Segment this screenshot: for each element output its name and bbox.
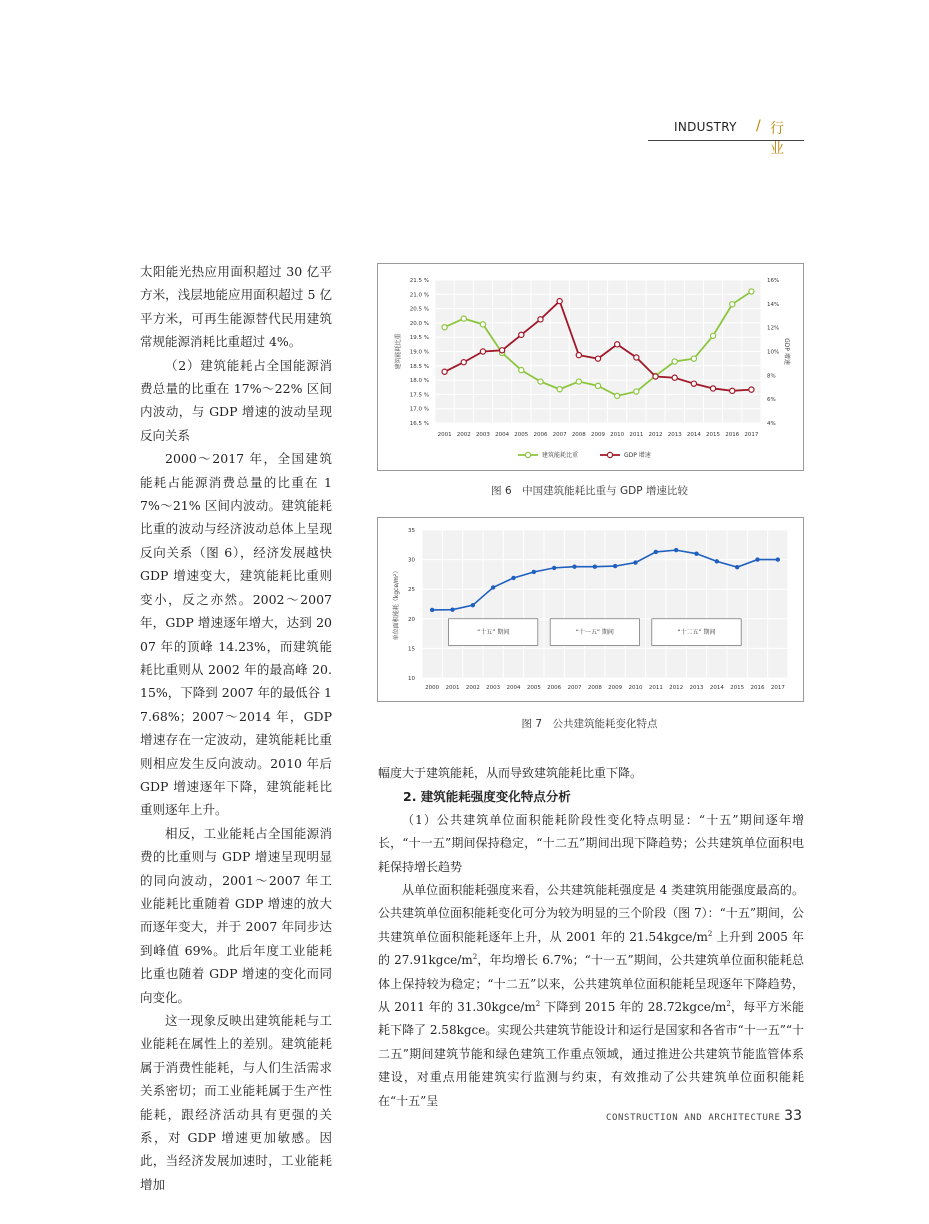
y-right-tick-label: 12%: [767, 325, 780, 332]
data-point: [691, 381, 696, 386]
y-right-tick-label: 4%: [767, 421, 776, 427]
figure-6-svg: [378, 264, 803, 470]
data-point: [552, 566, 556, 570]
data-point: [442, 369, 447, 374]
text-run: 上升到 2005 年的 27.91kgce/m: [378, 929, 804, 968]
y-tick-label: 20: [408, 616, 415, 623]
left-text-column: [140, 260, 332, 1196]
x-tick-label: 2003: [475, 432, 490, 438]
y-tick-label: 18.0 %: [409, 378, 429, 385]
x-tick-label: 2014: [709, 685, 724, 691]
data-point: [532, 570, 536, 574]
data-point: [461, 316, 466, 321]
legend-label: GDP 增速: [624, 452, 651, 459]
superscript: 2: [707, 929, 713, 938]
data-point: [480, 322, 485, 327]
y-tick-label: 20.5 %: [409, 306, 429, 313]
y-right-tick-label: 8%: [767, 373, 776, 380]
data-point: [633, 560, 637, 564]
bottom-text-block: [378, 762, 804, 1113]
data-point: [710, 333, 715, 338]
x-tick-label: 2009: [591, 432, 605, 438]
data-point: [595, 383, 600, 388]
paragraph: [378, 879, 804, 1113]
y-axis-label: 单位面积能耗（kgce/m²）: [393, 567, 400, 641]
y-right-tick-label: 6%: [767, 397, 776, 404]
data-point: [613, 564, 617, 568]
x-tick-label: 2008: [571, 432, 586, 438]
data-point: [634, 355, 639, 360]
data-point: [749, 387, 754, 392]
paragraph: 太阳能光热应用面积超过 30 亿平方米，浅层地能应用面积超过 5 亿平方米，可再生能源替代民用建筑常规能源消耗比重超过 4%。: [140, 264, 332, 350]
paragraph: 2000～2017 年，全国建筑能耗占能源消费总量的比重在 17%～21% 区间内波动。建筑能耗比重的波动与经济波动总体上呈现反向关系（图 6），经济发展越快 GDP 增速变大，建筑能耗比重则变小，反之亦然。2002～2007 年，GDP 增速逐年增大，达到 2007 年的顶峰 14.23%，而建筑能耗比重则从 2002 年的最高峰 20.15%，下降到 2007 年的最低谷 17.68%；2007～2014 年，GDP 增速存在一定波动，建筑能耗比重则相应发生反向波动。2010 年后 GDP 增速逐年下降，建筑能耗比重则逐年上升。: [140, 451, 332, 818]
data-point: [634, 389, 639, 394]
y-right-tick-label: 14%: [767, 301, 780, 308]
data-point: [557, 298, 562, 303]
y-right-tick-label: 16%: [767, 278, 780, 284]
text-run: ，年均增长 6.7%；“十一五”期间，公共建筑单位面积能耗总体上保持较为稳定；“十二五”以来，公共建筑单位面积能耗呈现逐年下降趋势，从 2011 年的 31.30kgce/m: [378, 953, 804, 1015]
x-tick-label: 2012: [669, 685, 684, 691]
x-tick-label: 2001: [437, 432, 452, 438]
x-tick-label: 2017: [744, 432, 759, 438]
section-heading: 2. 建筑能耗强度变化特点分析: [403, 789, 571, 805]
y-tick-label: 10: [408, 676, 415, 682]
data-point: [576, 352, 581, 357]
text-run: 下降到 2015 年的 28.72kgce/m: [540, 1000, 727, 1015]
section-name-cn: 行业: [770, 121, 798, 157]
data-point: [776, 557, 780, 561]
data-point: [672, 375, 677, 380]
x-tick-label: 2006: [547, 685, 562, 691]
data-point: [576, 379, 581, 384]
data-point: [442, 325, 447, 330]
x-tick-label: 2001: [445, 685, 460, 691]
text-run: ，每平方米能耗下降了 2.58kgce。实现公共建筑节能设计和运行是国家和各省市“十一五”“十二五”期间建筑节能和绿色建筑工作重点领域，通过推进公共建筑节能监管体系建设，对重点用能建筑实行监测与约束，有效推动了公共建筑单位面积能耗在“十五”呈: [378, 1000, 804, 1108]
data-point: [730, 302, 735, 307]
data-point: [710, 386, 715, 391]
x-tick-label: 2012: [648, 432, 663, 438]
figure-7-svg: [378, 518, 803, 701]
data-point: [694, 551, 698, 555]
y-tick-label: 20.0 %: [409, 320, 429, 327]
data-point: [430, 608, 434, 612]
figure-6-caption: 图 6 中国建筑能耗比重与 GDP 增速比较: [491, 485, 688, 497]
y-tick-label: 17.0 %: [409, 406, 429, 413]
superscript: 2: [726, 1000, 731, 1009]
data-point: [749, 289, 754, 294]
x-tick-label: 2005: [514, 432, 529, 438]
x-tick-label: 2002: [456, 432, 471, 438]
section-divider: /: [756, 118, 762, 134]
x-tick-label: 2005: [526, 685, 541, 691]
x-tick-label: 2008: [587, 685, 602, 691]
data-point: [461, 360, 466, 365]
x-tick-label: 2009: [608, 685, 623, 691]
y-tick-label: 25: [408, 587, 415, 594]
data-point: [450, 607, 454, 611]
superscript: 2: [535, 1000, 541, 1009]
x-tick-label: 2015: [730, 685, 745, 691]
y-tick-label: 21.0 %: [409, 292, 429, 299]
paragraph-subheading: （2）建筑能耗占全国能源消费总量的比重在 17%～22% 区间内波动，与 GDP 增速的波动呈现反向关系: [140, 357, 332, 443]
section-name-en: INDUSTRY: [674, 120, 737, 134]
data-point: [471, 603, 475, 607]
y-axis-label: 建筑能耗比重: [395, 333, 402, 370]
data-point: [653, 374, 658, 379]
x-tick-label: 2011: [629, 432, 644, 438]
legend-marker: [607, 452, 612, 457]
x-tick-label: 2014: [686, 432, 701, 438]
y-tick-label: 18.5 %: [409, 363, 429, 370]
period-annotation-label: “十二五” 期间: [677, 629, 716, 637]
section-header: [648, 118, 804, 157]
period-annotation-label: “十五” 期间: [477, 629, 510, 637]
data-point: [519, 332, 524, 337]
x-tick-label: 2011: [648, 685, 663, 691]
data-point: [538, 317, 543, 322]
y-tick-label: 35: [408, 528, 415, 534]
data-point: [654, 550, 658, 554]
x-tick-label: 2016: [750, 685, 765, 691]
x-tick-label: 2007: [552, 432, 567, 438]
text-run: 从单位面积能耗强度来看，公共建筑能耗强度是 4 类建筑用能强度最高的。公共建筑单位面积能耗变化可分为较为明显的三个阶段（图 7）：“十五”期间，公共建筑单位面积能耗逐年上升，从 2001 年的 21.54kgce/m: [378, 883, 804, 944]
x-tick-label: 2000: [425, 685, 440, 691]
x-tick-label: 2015: [706, 432, 721, 438]
y-tick-label: 15: [408, 646, 415, 653]
data-point: [572, 565, 576, 569]
data-point: [491, 585, 495, 589]
figure-7-chart: [377, 517, 804, 702]
data-point: [730, 388, 735, 393]
y-tick-label: 19.0 %: [409, 349, 429, 356]
paragraph: 相反，工业能耗占全国能源消费的比重则与 GDP 增速呈现明显的同向波动，2001～2007 年工业能耗比重随着 GDP 增速的放大而逐年变大，并于 2007 年同步达到峰值 69%。此后年度工业能耗比重也随着 GDP 增速的变化而同向变化。: [140, 825, 332, 1005]
data-point: [511, 576, 515, 580]
paragraph: 这一现象反映出建筑能耗与工业能耗在属性上的差别。建筑能耗属于消费性能耗，与人们生活需求关系密切；而工业能耗属于生产性能耗，跟经济活动具有更强的关系，对 GDP 增速更加敏感。因此，当经济发展加速时，工业能耗增加: [140, 1013, 332, 1192]
data-point: [595, 356, 600, 361]
x-tick-label: 2006: [533, 432, 548, 438]
period-annotation-label: “十一五” 期间: [575, 629, 614, 637]
data-point: [500, 348, 505, 353]
data-point: [519, 367, 524, 372]
x-tick-label: 2017: [770, 685, 785, 691]
y-tick-label: 17.5 %: [409, 392, 429, 399]
data-point: [672, 359, 677, 364]
y-tick-label: 19.5 %: [409, 335, 429, 342]
y-right-tick-label: 10%: [767, 349, 780, 356]
page-number: 33: [784, 1108, 802, 1124]
x-tick-label: 2013: [689, 685, 704, 691]
data-point: [557, 387, 562, 392]
superscript: 2: [472, 953, 478, 962]
figure-7-caption: 图 7 公共建筑能耗变化特点: [521, 718, 658, 730]
figure-6-chart: [377, 263, 804, 471]
y-tick-label: 21.5 %: [409, 278, 429, 284]
data-point: [674, 548, 678, 552]
x-tick-label: 2007: [567, 685, 582, 691]
journal-name: CONSTRUCTION AND ARCHITECTURE: [606, 1113, 781, 1123]
x-tick-label: 2004: [506, 685, 521, 691]
x-tick-label: 2013: [667, 432, 682, 438]
data-point: [615, 393, 620, 398]
legend-marker: [525, 452, 530, 457]
legend-label: 建筑能耗比重: [542, 452, 579, 459]
data-point: [593, 565, 597, 569]
data-point: [735, 565, 739, 569]
x-tick-label: 2002: [465, 685, 480, 691]
x-tick-label: 2016: [725, 432, 740, 438]
y-right-axis-label: GDP 增速: [783, 338, 790, 365]
y-tick-label: 16.5 %: [409, 421, 429, 427]
data-point: [691, 356, 696, 361]
x-tick-label: 2004: [495, 432, 510, 438]
data-point: [538, 379, 543, 384]
data-point: [615, 342, 620, 347]
data-point: [480, 349, 485, 354]
page-footer: [606, 1108, 806, 1128]
x-tick-label: 2010: [628, 685, 643, 691]
paragraph-subheading: （1）公共建筑单位面积能耗阶段性变化特点明显：“十五”期间逐年增长，“十一五”期间保持稳定，“十二五”期间出现下降趋势；公共建筑单位面积电耗保持增长趋势: [378, 812, 804, 874]
data-point: [715, 559, 719, 563]
data-point: [755, 557, 759, 561]
x-tick-label: 2003: [486, 685, 501, 691]
x-tick-label: 2010: [610, 432, 625, 438]
y-tick-label: 30: [408, 557, 415, 564]
paragraph: 幅度大于建筑能耗，从而导致建筑能耗比重下降。: [378, 766, 643, 780]
